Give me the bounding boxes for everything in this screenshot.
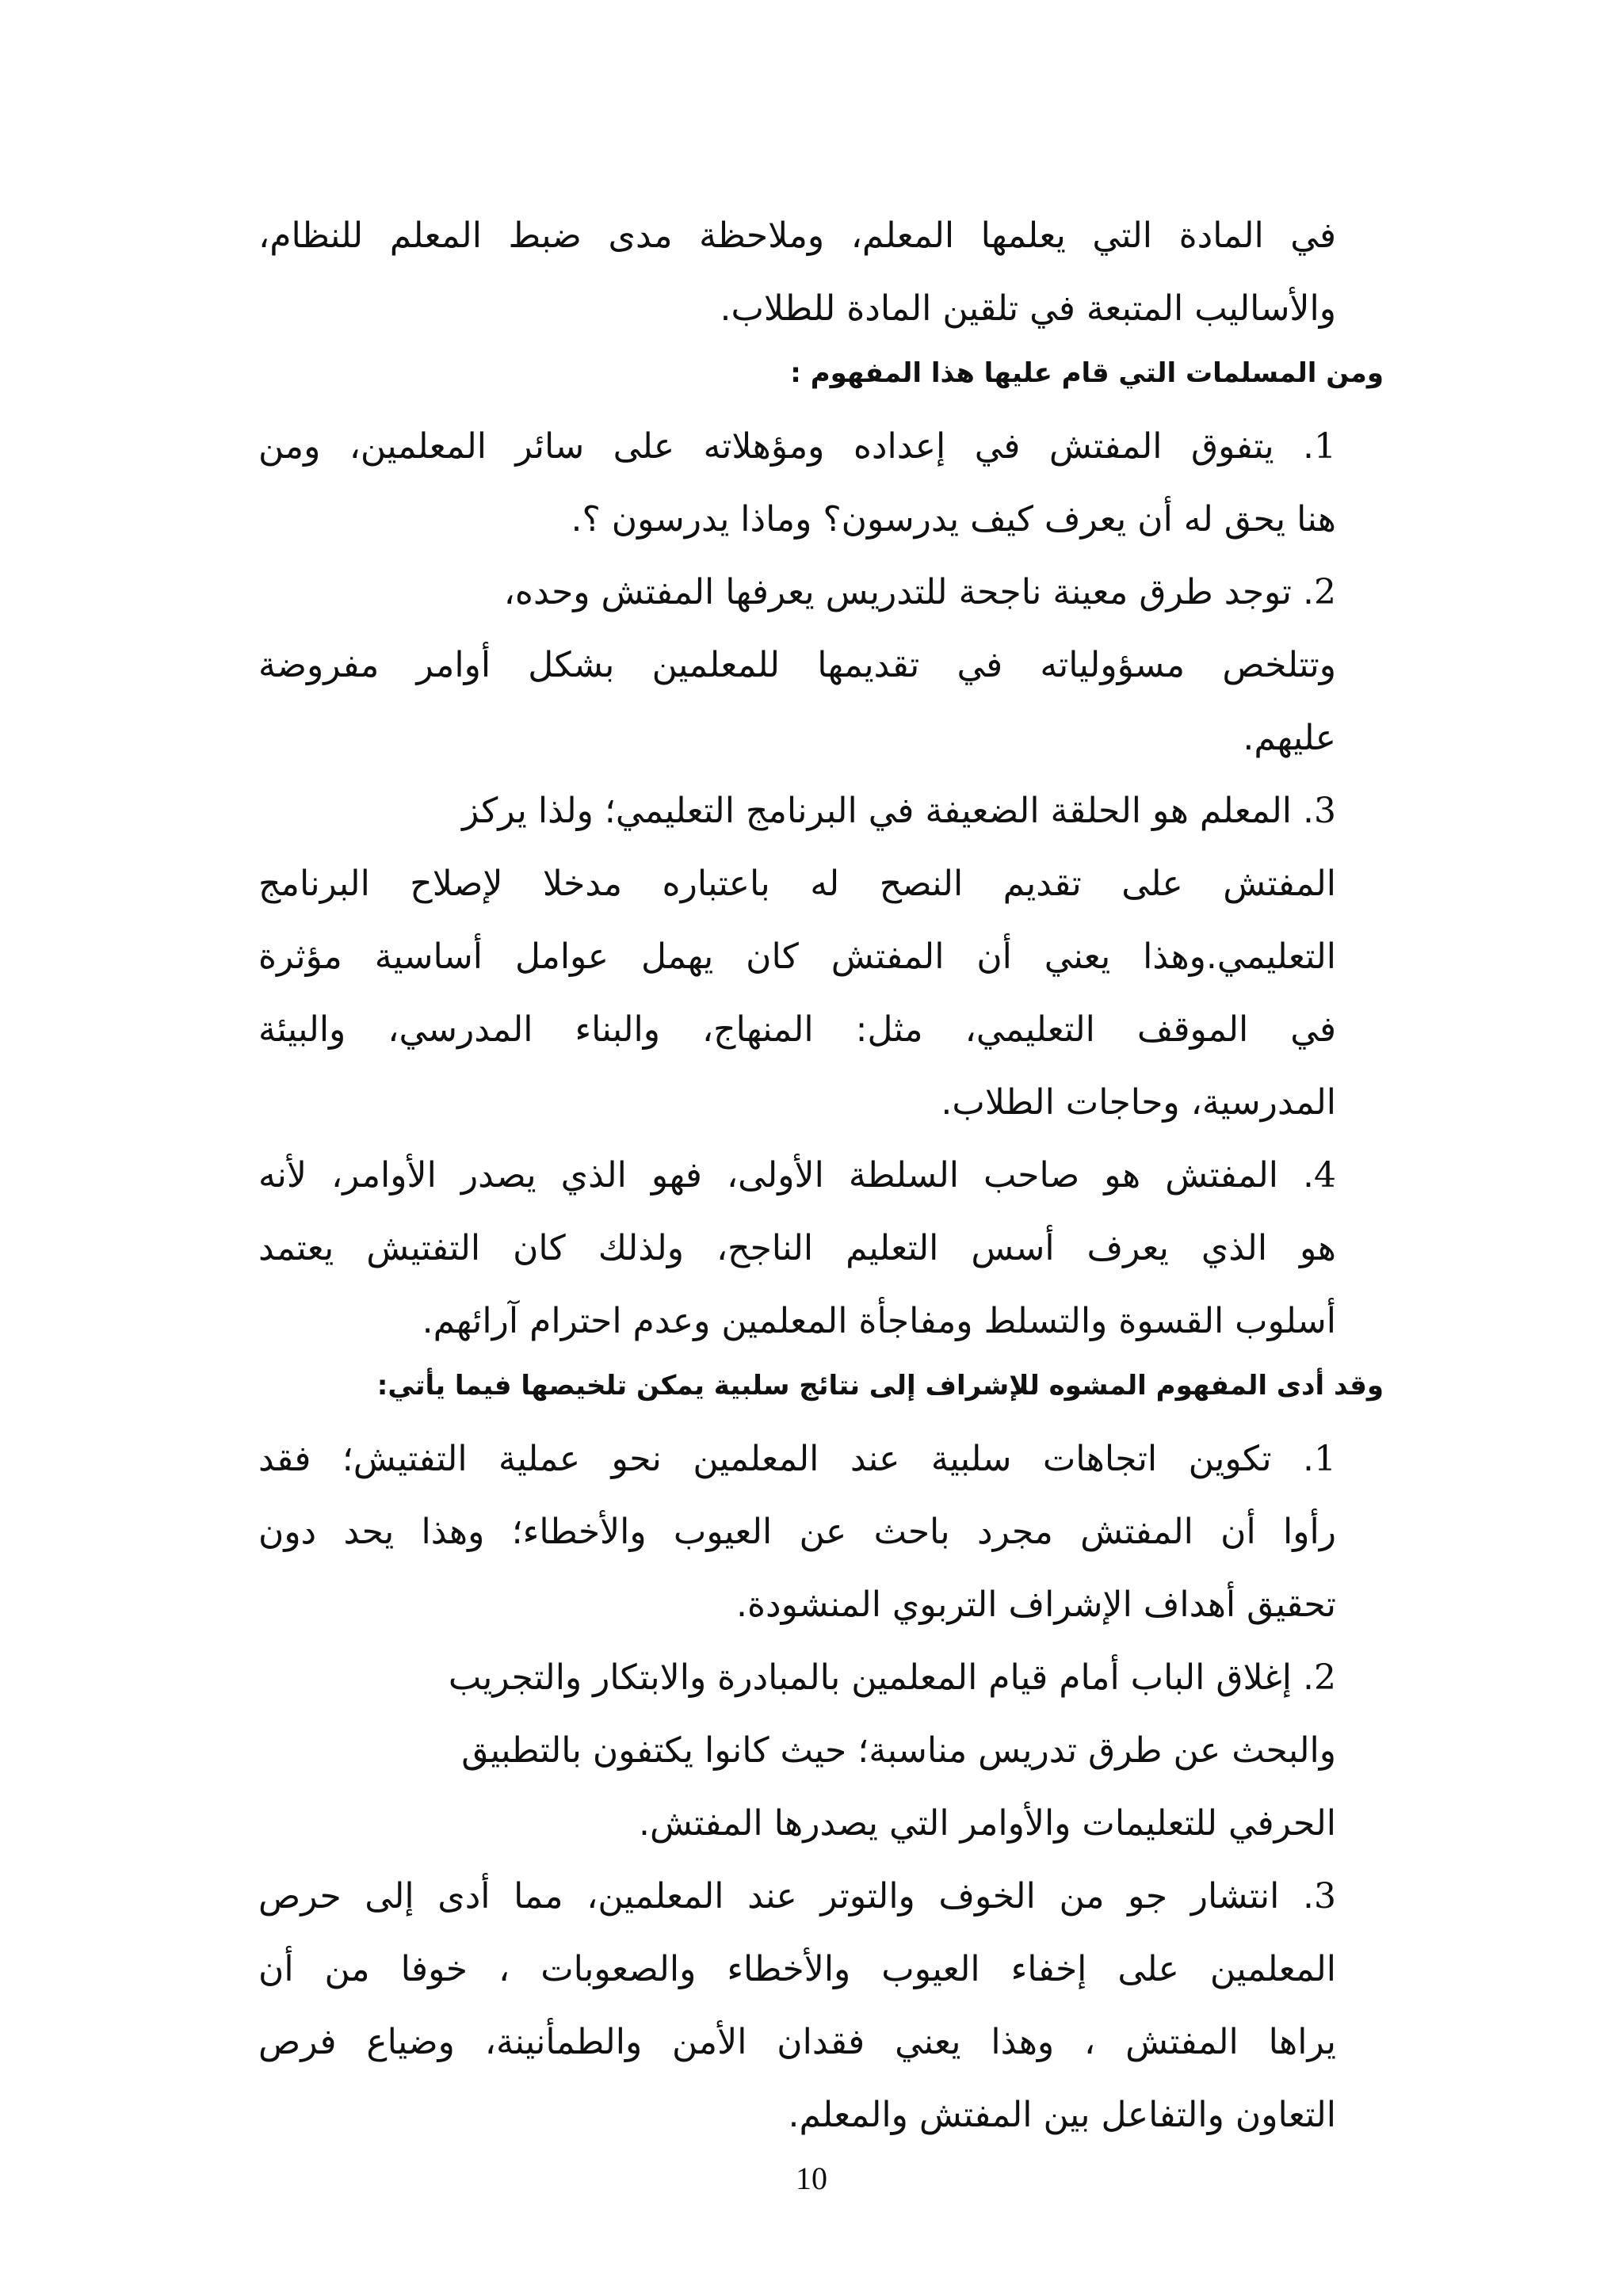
premise-3-text-1: . المعلم هو الحلقة الضعيفة في البرنامج التعليمي؛ ولذا يركز [462, 791, 1314, 831]
premise-4-line-1 [258, 1139, 1336, 1212]
result-2-line-1 [258, 1642, 1336, 1714]
premise-3-line-4: في الموقف التعليمي، مثل: المنهاج، والبناء المدرسي، والبيئة [258, 1009, 1336, 1050]
intro-line-2: والأساليب المتبعة في تلقين المادة للطلاب. [720, 288, 1336, 329]
page-number: 10 [796, 2161, 827, 2196]
intro-line-1: في المادة التي يعلمها المعلم، وملاحظة مدى ضبط المعلم للنظام، [258, 215, 1336, 256]
section-heading-premises: ومن المسلمات التي قام عليها هذا المفهوم : [790, 357, 1384, 389]
premise-1-number: 1 [1314, 426, 1336, 467]
result-2-line-3: الحرفي للتعليمات والأوامر التي يصدرها المفتش. [638, 1803, 1336, 1844]
premise-3-line-1 [258, 775, 1336, 848]
result-1-line-1 [258, 1423, 1336, 1496]
result-1-text-1: . تكوين اتجاهات سلبية عند المعلمين نحو عملية التفتيش؛ فقد [258, 1439, 1314, 1479]
result-1-number: 1 [1314, 1439, 1336, 1479]
premise-3-line-2: المفتش على تقديم النصح له باعتباره مدخلا لإصلاح البرنامج [258, 864, 1336, 904]
section-heading-results: وقد أدى المفهوم المشوه للإشراف إلى نتائج سلبية يمكن تلخيصها فيما يأتي: [376, 1370, 1384, 1402]
result-2-number: 2 [1314, 1657, 1336, 1698]
premise-2-text-1: . توجد طرق معينة ناجحة للتدريس يعرفها المفتش وحده، [503, 572, 1314, 612]
result-3-number: 3 [1314, 1876, 1336, 1917]
premise-4-line-3: أسلوب القسوة والتسلط ومفاجأة المعلمين وعدم احترام آرائهم. [422, 1301, 1336, 1341]
premise-1-line-1 [258, 410, 1336, 483]
result-2-text-1: . إغلاق الباب أمام قيام المعلمين بالمبادرة والابتكار والتجريب [448, 1657, 1314, 1698]
premise-2-line-1 [258, 556, 1336, 629]
result-3-line-3: يراها المفتش ، وهذا يعني فقدان الأمن والطمأنينة، وضياع فرص [258, 2022, 1336, 2062]
result-3-line-1 [258, 1860, 1336, 1933]
premise-2-line-3: عليهم. [1243, 718, 1336, 758]
result-3-line-2: المعلمين على إخفاء العيوب والأخطاء والصعوبات ، خوفا من أن [258, 1949, 1336, 1989]
result-3-text-1: . انتشار جو من الخوف والتوتر عند المعلمين، مما أدى إلى حرص [258, 1876, 1314, 1917]
premise-3-line-5: المدرسية، وحاجات الطلاب. [941, 1082, 1336, 1123]
premise-3-number: 3 [1314, 791, 1336, 831]
premise-4-line-2: هو الذي يعرف أسس التعليم الناجح، ولذلك كان التفتيش يعتمد [258, 1228, 1336, 1268]
premise-4-text-1: . المفتش هو صاحب السلطة الأولى، فهو الذي يصدر الأوامر، لأنه [258, 1155, 1314, 1196]
result-1-line-2: رأوا أن المفتش مجرد باحث عن العيوب والأخطاء؛ وهذا يحد دون [258, 1512, 1336, 1552]
result-2-line-2: والبحث عن طرق تدريس مناسبة؛ حيث كانوا يكتفون بالتطبيق [461, 1730, 1336, 1771]
premise-1-text-1: . يتفوق المفتش في إعداده ومؤهلاته على سائر المعلمين، ومن [258, 426, 1314, 467]
premise-3-line-3: التعليمي.وهذا يعني أن المفتش كان يهمل عوامل أساسية مؤثرة [258, 936, 1336, 977]
premise-1-line-2: هنا يحق له أن يعرف كيف يدرسون؟ وماذا يدرسون ؟. [571, 499, 1336, 540]
premise-2-line-2: وتتلخص مسؤولياته في تقديمها للمعلمين بشكل أوامر مفروضة [258, 645, 1336, 685]
premise-2-number: 2 [1314, 572, 1336, 612]
premise-4-number: 4 [1314, 1155, 1336, 1196]
result-3-line-4: التعاون والتفاعل بين المفتش والمعلم. [788, 2095, 1336, 2135]
result-1-line-3: تحقيق أهداف الإشراف التربوي المنشودة. [735, 1585, 1336, 1625]
